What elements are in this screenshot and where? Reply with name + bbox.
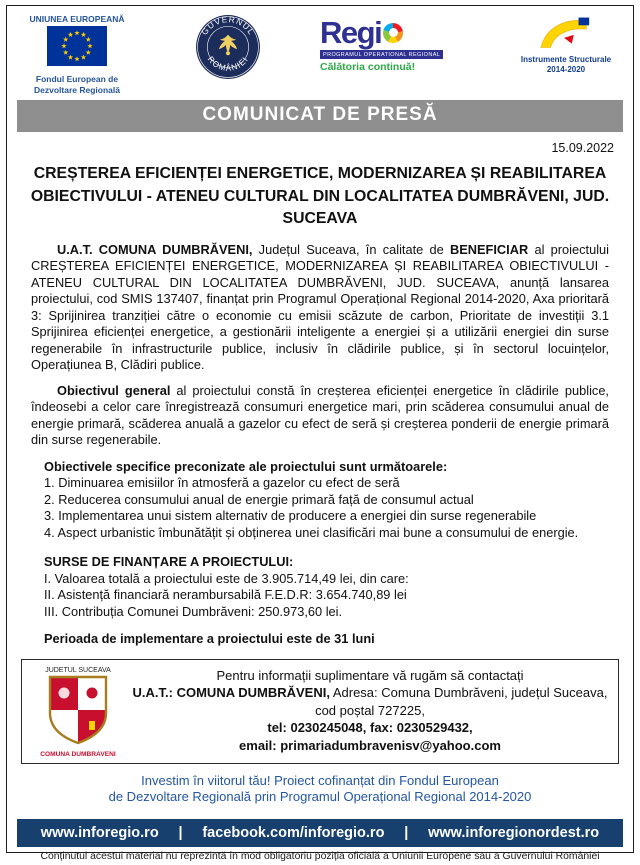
paragraph-beneficiary: U.A.T. COMUNA DUMBRĂVENI, Județul Suceava, în calitate de BENEFICIAR al proiectului CREȘTEREA EFICIENȚEI ENERGETICE, MODERNIZAREA ȘI REABILITAREA OBIECTIVULUI - ATENEU CULTURAL DIN LOCALITATEA DUMBRĂVENI, JUD. SUCEAVA, anunță lansarea proiectului, cod SMIS 137407, finanțat prin Programul Operațional Regional 2014-2020, Axa prioritară 3: Sprijinirea tranziției către o economie cu emisii scăzute de carbon, Prioritate de investiții 3.1 Sprijinirea eficienței energetice, a gestionării inteligente a energiei și a utilizării energiei din surse regenerabile în infrastructurile publice, inclusiv în clădirile publice, și în sectorul locuințelor, Operațiunea B, Clădiri publice. [31,241,610,373]
coat-of-arms-bottom-text: COMUNA DUMBRAVENI [40,750,116,758]
objective-item: 4. Aspect urbanistic îmbunătățit și obținerea unei clasificări mai bune a consumului de energie. [44,524,579,540]
contact-email: email: primariadumbravenisv@yahoo.com [239,737,501,753]
contact-address-line: U.A.T.: COMUNA DUMBRĂVENI, Adresa: Comuna Dumbrăveni, județul Suceava, cod poștal 727225, [132,685,608,718]
government-seal-top-text: GUVERNUL [199,15,257,37]
contact-details [132,667,608,755]
separator: | [178,825,183,842]
regio-logo [320,14,454,73]
funding-item: III. Contribuția Comunei Dumbrăveni: 250.973,60 lei. [44,603,343,619]
funding-item: II. Asistență financiară nerambursabilă F.E.D.R: 3.654.740,89 lei [44,587,407,603]
press-release-banner: COMUNICAT DE PRESĂ [17,100,623,132]
government-seal-bottom-text: ROMÂNIEI [205,54,251,73]
disclaimer: Conținutul acestui material nu reprezintă în mod obligatoriu poziția oficială a Uniunii Europene sau a Guvernului României [40,851,600,863]
funding-item: I. Valoarea totală a proiectului este de 3.905.714,49 lei, din care: [44,570,409,586]
paragraph-general-objective: Obiectivul general al proiectului constă în creșterea eficienței energetice în clădirile publice, îndeosebi a celor care înregistrează consumuri energetice mari, prin scăderea consumului anual de energie primară, scăderea anuală a gazelor cu efect de seră și creșterea ponderii de energie primară din surse regenerabile. [31,382,609,448]
objective-item: 3. Implementarea unui sistem alternativ de producere a energiei din surse regenerabile [44,508,537,524]
eu-logo-title: UNIUNEA EUROPEANĂ [29,14,125,24]
link-inforegio[interactable]: www.inforegio.ro [40,825,159,842]
commune-coat-of-arms [32,663,124,759]
government-seal-icon [195,14,261,80]
structural-instruments-label: Instrumente Structurale [520,55,612,64]
cofinancing-line-1: Investim în viitorul tău! Proiect cofinanțat din Fondul European [141,772,499,788]
contact-box [21,659,619,764]
regio-tagline: Călătoria continuă! [320,61,416,73]
regio-colored-o-icon [383,23,403,43]
funding-heading: SURSE DE FINANȚARE A PROIECTULUI: [44,554,294,570]
document-frame [6,5,634,863]
contact-intro: Pentru informații suplimentare vă rugăm să contactați [216,667,524,683]
document-title: CREȘTEREA EFICIENȚEI ENERGETICE, MODERNIZAREA ȘI REABILITAREA OBIECTIVULUI - ATENEU CULTURAL DIN LOCALITATEA DUMBRĂVENI, JUD. SUCEAVA [30,165,610,228]
objective-item: 1. Diminuarea emisiilor în atmosferă a gazelor cu efect de seră [44,475,400,491]
separator: | [404,825,409,842]
objective-item: 2. Reducerea consumului anual de energie primară față de consumul actual [44,491,474,507]
links-bar [17,819,623,847]
regio-wordmark [320,17,454,48]
eu-logo [18,14,136,95]
general-objective-label: Obiectivul general [57,382,171,398]
structural-instruments-logo [510,14,622,75]
objectives-heading: Obiectivele specifice preconizate ale proiectului sunt următoarele: [44,458,448,474]
eu-logo-subtitle: Fondul European de Dezvoltare Regională [34,74,120,95]
logo-strip [16,12,624,100]
contact-phone: tel: 0230245048, fax: 0230529432, [267,720,473,736]
regio-wordmark-text: Regi [320,15,382,50]
contact-org-name: U.A.T.: COMUNA DUMBRĂVENI, [132,685,330,701]
implementation-period: Perioada de implementare a proiectului este de 31 luni [44,631,375,647]
structural-instruments-years: 2014-2020 [546,65,586,74]
eu-flag-icon [47,26,107,66]
structural-instruments-icon [538,16,594,50]
link-facebook-inforegio[interactable]: facebook.com/inforegio.ro [202,825,385,842]
beneficiary-name: U.A.T. COMUNA DUMBRĂVENI, [57,241,253,257]
date-label: 15.09.2022 [551,141,614,156]
government-logo [192,14,264,85]
beneficiary-role: BENEFICIAR [450,241,529,257]
cofinancing-note [16,773,624,807]
link-inforegionordest[interactable]: www.inforegionordest.ro [428,825,600,842]
regio-program-strip: PROGRAMUL OPERATIONAL REGIONAL [320,50,443,59]
cofinancing-line-2: de Dezvoltare Regională prin Programul Operațional Regional 2014-2020 [108,789,532,805]
document-body [16,233,624,648]
coat-of-arms-top-text: JUDETUL SUCEAVA [45,666,111,674]
